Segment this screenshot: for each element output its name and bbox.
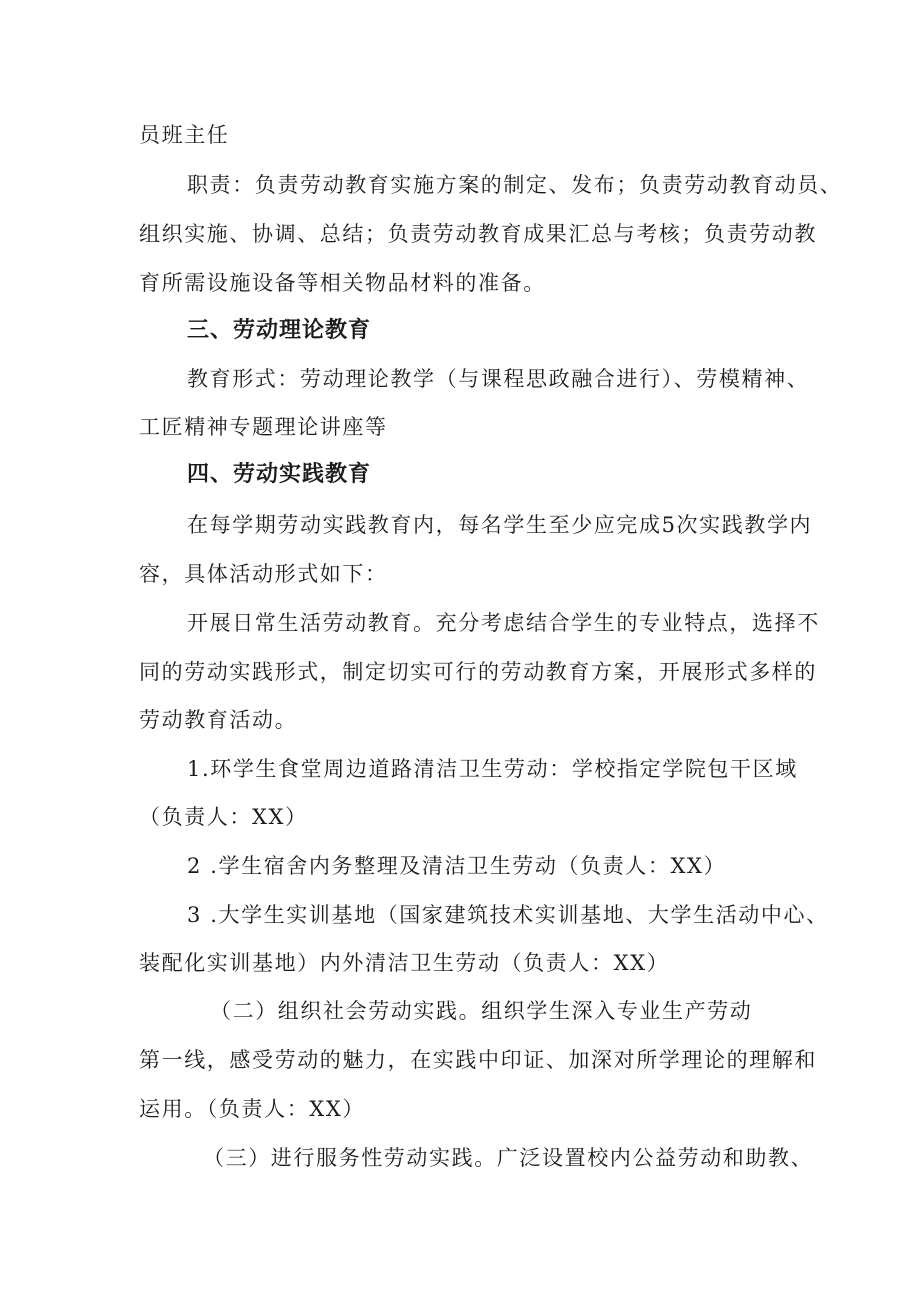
text-line: 运用。（负责人：XX） [139,1097,365,1121]
text-line: （三）进行服务性劳动实践。广泛设置校内公益劳动和助教、 [203,1146,814,1170]
text-line: 开展日常生活劳动教育。充分考虑结合学生的专业特点，选择不 [187,611,820,635]
text-line: 组织实施、协调、总结；负责劳动教育成果汇总与考核；负责劳动教 [139,222,817,246]
text-line: 同的劳动实践形式，制定切实可行的劳动教育方案，开展形式多样的 [139,660,817,684]
list-item: 1.环学生食堂周边道路清洁卫生劳动：学校指定学院包干区域 [187,757,798,781]
text-line: 第一线，感受劳动的魅力，在实践中印证、加深对所学理论的理解和 [139,1048,817,1072]
text-line: （二）组织社会劳动实践。组织学生深入专业生产劳动 [210,999,753,1023]
text-line: 装配化实训基地）内外清洁卫生劳动（负责人：XX） [139,951,670,975]
text-line: 育所需设施设备等相关物品材料的准备。 [139,271,546,295]
list-item: 2 .学生宿舍内务整理及清洁卫生劳动（负责人：XX） [187,854,727,878]
text-line: 教育形式：劳动理论教学（与课程思政融合进行）、劳模精神、 [187,367,810,391]
text-line: 容，具体活动形式如下： [139,562,388,586]
text-line: 员班主任 [139,123,230,147]
text-line: 在每学期劳动实践教育内，每名学生至少应完成5次实践教学内 [187,513,813,537]
text-line: 劳动教育活动。 [139,708,298,732]
list-item: 3 .大学生实训基地（国家建筑技术实训基地、大学生活动中心、 [187,903,829,927]
section-heading: 三、劳动理论教育 [187,318,372,343]
text-line: （负责人：XX） [139,805,308,829]
text-line: 职责：负责劳动教育实施方案的制定、发布；负责劳动教育动员、 [187,173,843,197]
text-line: 工匠精神专题理论讲座等 [139,415,388,439]
section-heading: 四、劳动实践教育 [187,462,372,487]
